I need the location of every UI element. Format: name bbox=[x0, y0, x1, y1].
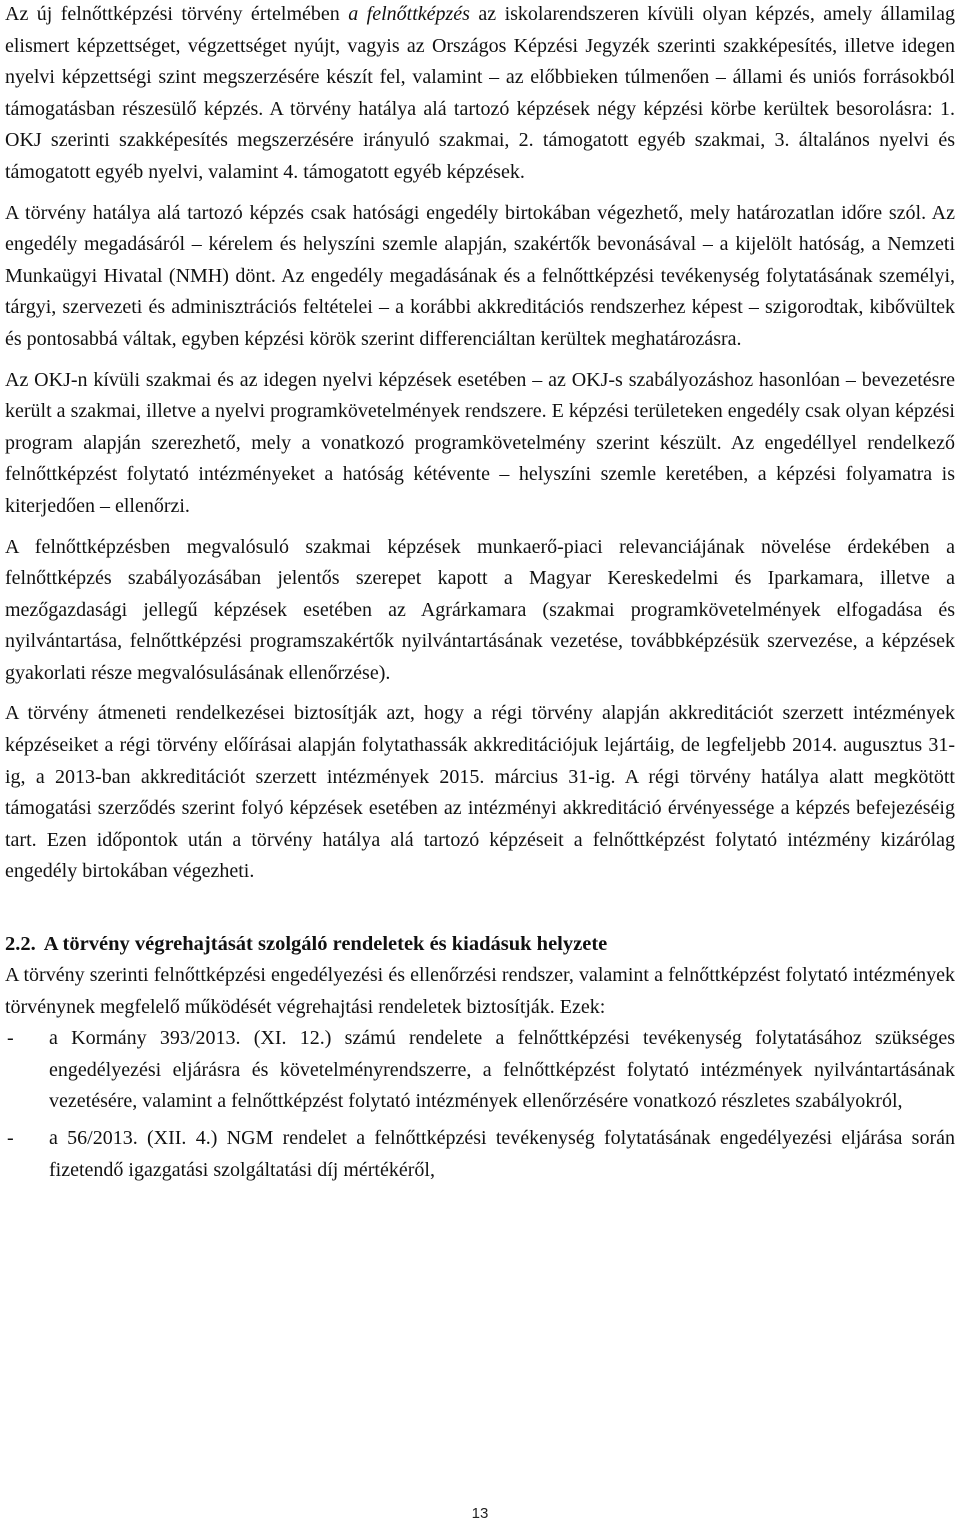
list-item-text: a Kormány 393/2013. (XI. 12.) számú rendelete a felnőttképzési tevékenység folytatásához szükséges engedélyezési eljárásra és követelményrendszerre, a felnőttképzést folytató intézmények nyilvántartásának vezetésére, valamint a felnőttképzést folytató intézmények ellenőrzésére vonatkozó részletes szabályokról, bbox=[49, 1027, 955, 1113]
list-item bbox=[5, 1123, 955, 1186]
regulation-list bbox=[5, 1023, 955, 1186]
section-title: A törvény végrehajtását szolgáló rendeletek és kiadásuk helyzete bbox=[43, 933, 608, 956]
section-intro: A törvény szerinti felnőttképzési engedélyezési és ellenőrzési rendszer, valamint a felnőttképzést folytató intézmények törvénynek megfelelő működését végrehajtási rendeletek biztosítják. Ezek: bbox=[5, 964, 955, 1018]
list-item-text: a 56/2013. (XII. 4.) NGM rendelet a felnőttképzési tevékenység folytatásának engedélyezési eljárása során fizetendő igazgatási szolgáltatási díj mértékéről, bbox=[49, 1127, 955, 1181]
defined-term: a felnőttképzés bbox=[348, 3, 470, 25]
paragraph-chambers: A felnőttképzésben megvalósuló szakmai képzések munkaerő-piaci relevanciájának növelése érdekében a felnőttképzés szabályozásában jelentős szerepet kapott a Magyar Kereskedelmi és Iparkamara, illetve a mezőgazdasági jellegű képzések esetében az Agrárkamara (szakmai programkövetelmények elfogadása és nyilvántartása, felnőttképzési programszakértők nyilvántartásának vezetése, továbbképzésük szervezése, a képzések gyakorlati része megvalósulásának ellenőrzése). bbox=[5, 535, 955, 684]
list-dash-marker: - bbox=[7, 1027, 14, 1050]
paragraph-transitional: A törvény átmeneti rendelkezései biztosítják azt, hogy a régi törvény alapján akkreditációt szerzett intézmények képzéseiket a régi törvény előírásai alapján folytathassák akkreditációjuk lejártáig, de legfeljebb 2014. augusztus 31-ig, a 2013-ban akkreditációt szerzett intézmények 2015. március 31-ig. A régi törvény hatálya alatt megkötött támogatási szerződés szerint folyó képzések esetében az intézményi akkreditáció érvényessége a képzés befejezéséig tart. Ezen időpontok után a törvény hatálya alá tartozó képzéseit a felnőttképzést folytató intézmény kizárólag engedély birtokában végezheti. bbox=[5, 702, 955, 883]
paragraph-definition bbox=[5, 0, 955, 189]
section-heading bbox=[5, 928, 955, 960]
page-number: 13 bbox=[471, 1505, 489, 1522]
paragraph-program-requirements: Az OKJ-n kívüli szakmai és az idegen nyelvi képzések esetében – az OKJ-s szabályozáshoz hasonlóan – bevezetésre került a szakmai, illetve a nyelvi programkövetelmények rendszere. E képzési területeken engedély csak olyan képzési program alapján szerezhető, mely a vonatkozó programkövetelmény szerint készült. Az engedéllyel rendelkező felnőttképzést folytató intézményeket a hatóság kétévente – helyszíni szemle keretében, a képzési folyamatra is kiterjedően – ellenőrzi. bbox=[5, 368, 955, 517]
paragraph-text: Az új felnőttképzési törvény értelmében bbox=[5, 3, 349, 25]
section-spacer bbox=[5, 888, 955, 928]
document-page bbox=[5, 0, 955, 1186]
list-dash-marker: - bbox=[7, 1127, 14, 1149]
paragraph-text: az iskolarendszeren kívüli olyan képzés, amely államilag elismert képzettséget, végzettséget nyújt, vagyis az Országos Képzési Jegyzék szerinti szakképesítés, illetve idegen nyelvi képzettségi szint megszerzésére készít fel, valamint – az előbbieken túlmenően – állami és uniós forrásokból támogatásban részesülő képzés. A törvény hatálya alá tartozó képzések négy képzési körbe kerültek besorolásra: 1. OKJ szerinti szakképesítés megszerzésére irányuló szakmai, 2. támogatott egyéb szakmai, 3. általános nyelvi és támogatott egyéb nyelvi, valamint 4. támogatott egyéb képzések. bbox=[5, 3, 955, 183]
section-number: 2.2. bbox=[5, 933, 36, 956]
list-item bbox=[5, 1023, 955, 1118]
paragraph-license: A törvény hatálya alá tartozó képzés csak hatósági engedély birtokában végezhető, mely határozatlan időre szól. Az engedély megadásáról – kérelem és helyszíni szemle alapján, szakértők bevonásával – a kijelölt hatóság, a Nemzeti Munkaügyi Hivatal (NMH) dönt. Az engedély megadásának és a felnőttképzési tevékenység folytatásának személyi, tárgyi, szervezeti és adminisztrációs feltételei – a korábbi akkreditációs rendszerhez képest – szigorodtak, kibővültek és pontosabbá váltak, egyben képzési körök szerint differenciáltan kerültek meghatározásra. bbox=[5, 201, 955, 350]
